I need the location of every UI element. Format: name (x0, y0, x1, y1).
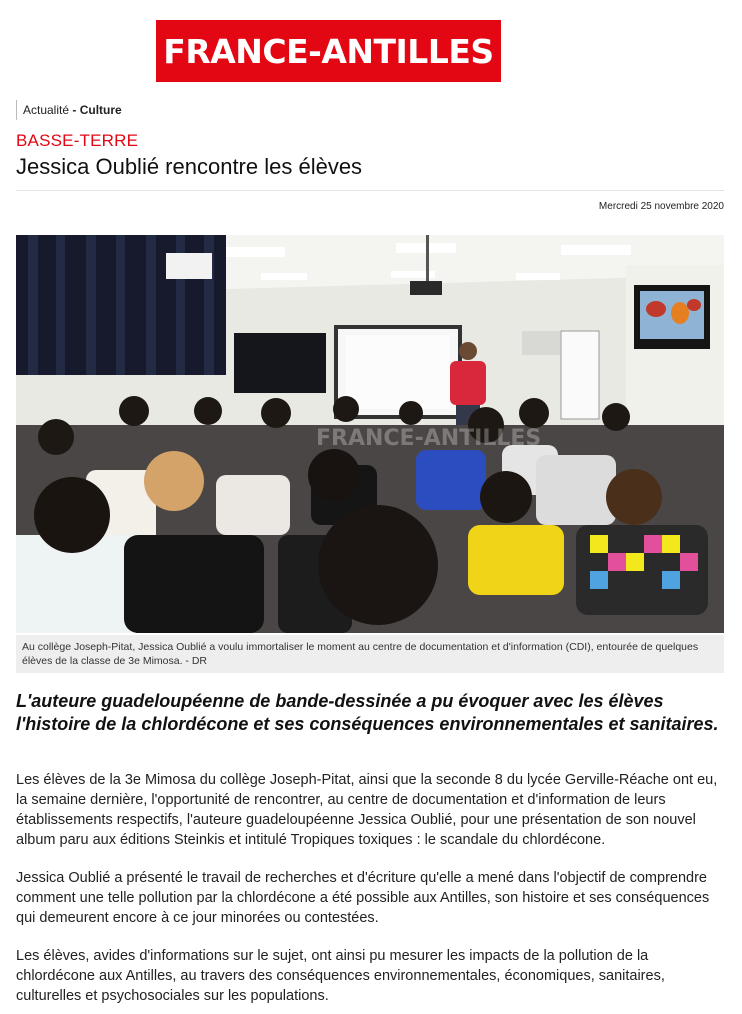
article-paragraph: Les élèves, avides d'informations sur le sujet, ont ainsi pu mesurer les impacts de la pollution de la chlordécone aux Antilles, au travers des conséquences environnementales, économiques, sanitaires, culturelles et psychosociales sur les populations. (16, 948, 665, 1004)
logo-text: FRANCE-ANTILLES (163, 31, 494, 71)
article-kicker: BASSE-TERRE (16, 131, 139, 150)
photo-watermark: FRANCE-ANTILLES (316, 426, 542, 451)
breadcrumb-subsection[interactable]: Culture (79, 103, 122, 117)
article-paragraph: Jessica Oublié a présenté le travail de recherches et d'écriture qu'elle a mené dans l'objectif de comprendre comment une telle pollution par la chlordécone a été possible aux Antilles, son histoire et ses conséquences qui demeurent encore à ce jour minorées ou contestées. (16, 870, 710, 926)
publication-date: Mercredi 25 novembre 2020 (598, 201, 724, 212)
breadcrumb (16, 100, 122, 120)
breadcrumb-separator: - (69, 103, 80, 117)
breadcrumb-section[interactable]: Actualité (23, 103, 70, 117)
article-body (16, 770, 728, 1014)
article-lead: L'auteure guadeloupéenne de bande-dessinée a pu évoquer avec les élèves l'histoire de la chlordécone et ses conséquences environnementales et sanitaires. (16, 691, 719, 734)
article-photo (16, 235, 724, 633)
page-title: Jessica Oublié rencontre les élèves (16, 154, 363, 179)
article-paragraph: Les élèves de la 3e Mimosa du collège Joseph-Pitat, ainsi que la seconde 8 du lycée Gerville-Réache ont eu, la semaine dernière, l'opportunité de rencontrer, au centre de documentation et d'information de leurs établissements respectifs, l'auteure guadeloupéenne Jessica Oublié, pour une présentation de son nouvel album paru aux éditions Steinkis et intitulé Tropiques toxiques : le scandale du chlordécone. (16, 772, 718, 848)
photo-caption: Au collège Joseph-Pitat, Jessica Oublié a voulu immortaliser le moment au centre de documentation et d'information (CDI), entourée de quelques élèves de la classe de 3e Mimosa. - DR (16, 635, 724, 673)
title-divider (16, 190, 724, 191)
france-antilles-logo[interactable] (156, 20, 501, 82)
